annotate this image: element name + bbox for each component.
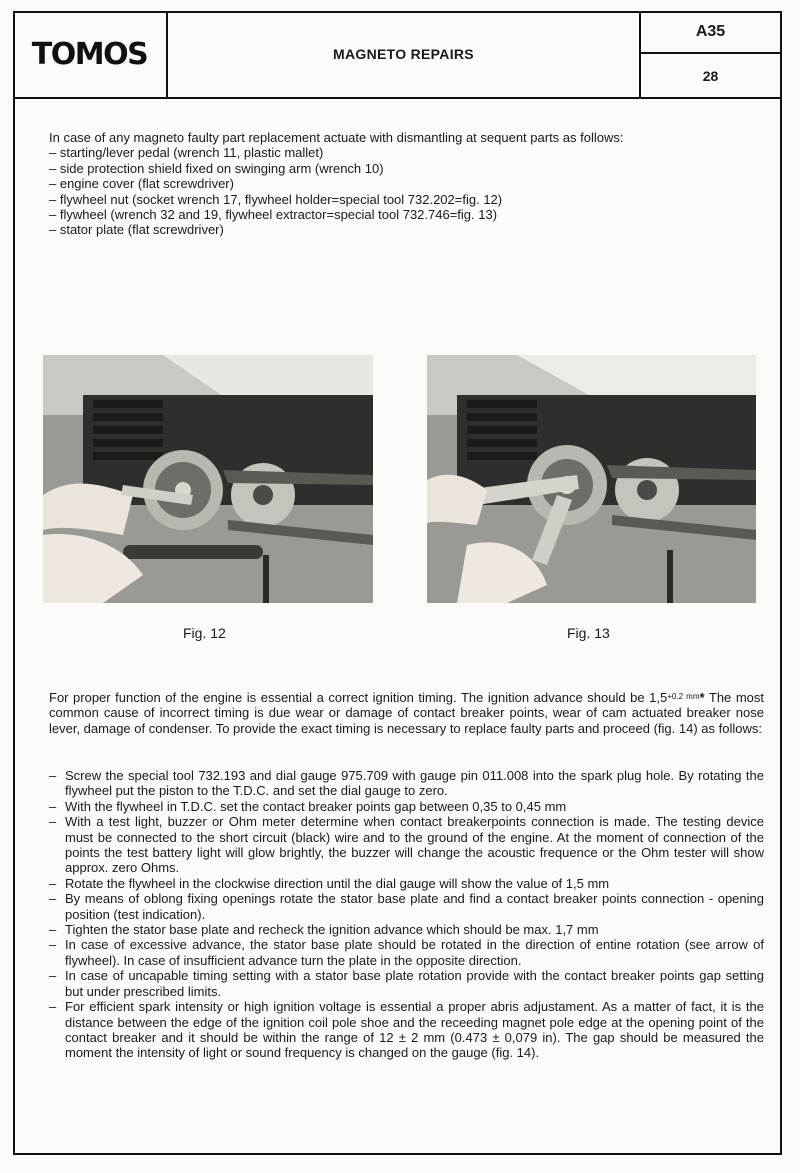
timing-intro <box>49 690 764 736</box>
fig-13-caption: Fig. 13 <box>567 625 610 641</box>
timing-steps-list <box>49 768 764 1061</box>
page-title: MAGNETO REPAIRS <box>333 46 474 62</box>
title-cell <box>168 11 641 97</box>
fig-12-photo <box>43 355 373 603</box>
list-item: – flywheel (wrench 32 and 19, flywheel extractor=special tool 732.746=fig. 13) <box>49 207 764 222</box>
intro-lead: In case of any magneto faulty part replacement actuate with dismantling at sequent parts as follows: <box>49 130 624 145</box>
list-item: – engine cover (flat screwdriver) <box>49 176 764 191</box>
timing-para-start: For proper function of the engine is essential a correct ignition timing. The ignition advance should be 1,5 <box>49 690 668 705</box>
intro-section <box>49 130 764 238</box>
list-item: – In case of uncapable timing setting with a stator base plate rotation provide with the contact breaker points gap setting but under prescribed limits. <box>49 968 764 999</box>
list-item: – In case of excessive advance, the stator base plate should be rotated in the direction of entine rotation (see arrow of flywheel). In case of insufficient advance turn the plate in the opposite direction. <box>49 937 764 968</box>
list-item: – flywheel nut (socket wrench 17, flywheel holder=special tool 732.202=fig. 12) <box>49 192 764 207</box>
dismantling-list <box>49 145 764 237</box>
timing-para-rest: The most common cause of incorrect timing is due wear or damage of contact breaker points, wear of cam actuated breaker nose lever, damage of condenser. To provide the exact timing is necessary to replace faulty parts and proceed (fig. 14) as follows: <box>49 690 765 736</box>
list-item: – With the flywheel in T.D.C. set the contact breaker points gap between 0,35 to 0,45 mm <box>49 799 764 814</box>
list-item: – For efficient spark intensity or high ignition voltage is essential a proper abris adjustament. As a matter of fact, it is the distance between the edge of the ignition coil pole shoe and the receeding magnet pole edge at the opening point of the contact breaker and it should be within the range of 12 ± 2 mm (0.473 ± 0,079 in). The gap should be measured the moment the intensity of light or sound frequency is changed on the gauge (fig. 14). <box>49 999 764 1061</box>
section-code: A35 <box>641 11 780 54</box>
list-item: – Tighten the stator base plate and recheck the ignition advance which should be max. 1,7 mm <box>49 922 764 937</box>
logo-cell <box>13 11 168 97</box>
list-item: – side protection shield fixed on swinging arm (wrench 10) <box>49 161 764 176</box>
list-item: – Screw the special tool 732.193 and dial gauge 975.709 with gauge pin 011.008 into the spark plug hole. By rotating the flywheel put the piston to the T.D.C. and set the dial gauge to zero. <box>49 768 764 799</box>
fig-12-caption: Fig. 12 <box>183 625 226 641</box>
timing-steps <box>49 768 764 1061</box>
list-item: – Rotate the flywheel in the clockwise direction until the dial gauge will show the value of 1,5 mm <box>49 876 764 891</box>
tomos-logo: TOMOS <box>31 36 148 72</box>
page-header <box>13 11 782 99</box>
list-item: – stator plate (flat screwdriver) <box>49 222 764 237</box>
page-number: 28 <box>702 67 719 84</box>
list-item: – By means of oblong fixing openings rotate the stator base plate and find a contact breaker points connection - opening position (test indication). <box>49 891 764 922</box>
asterisk-mark: * <box>699 690 705 705</box>
list-item: – starting/lever pedal (wrench 11, plastic mallet) <box>49 145 764 160</box>
tolerance-superscript: +0.2 mm <box>667 692 700 701</box>
fig-13-photo <box>427 355 756 603</box>
list-item: – With a test light, buzzer or Ohm meter determine when contact breakerpoints connection is made. The testing device must be connected to the short circuit (black) wire and to the ground of the engine. At the moment of connection of the points the test battery light will glow brightly, the buzzer will change the acoustic frequence or the Ohm tester will show approx. zero Ohms. <box>49 814 764 876</box>
